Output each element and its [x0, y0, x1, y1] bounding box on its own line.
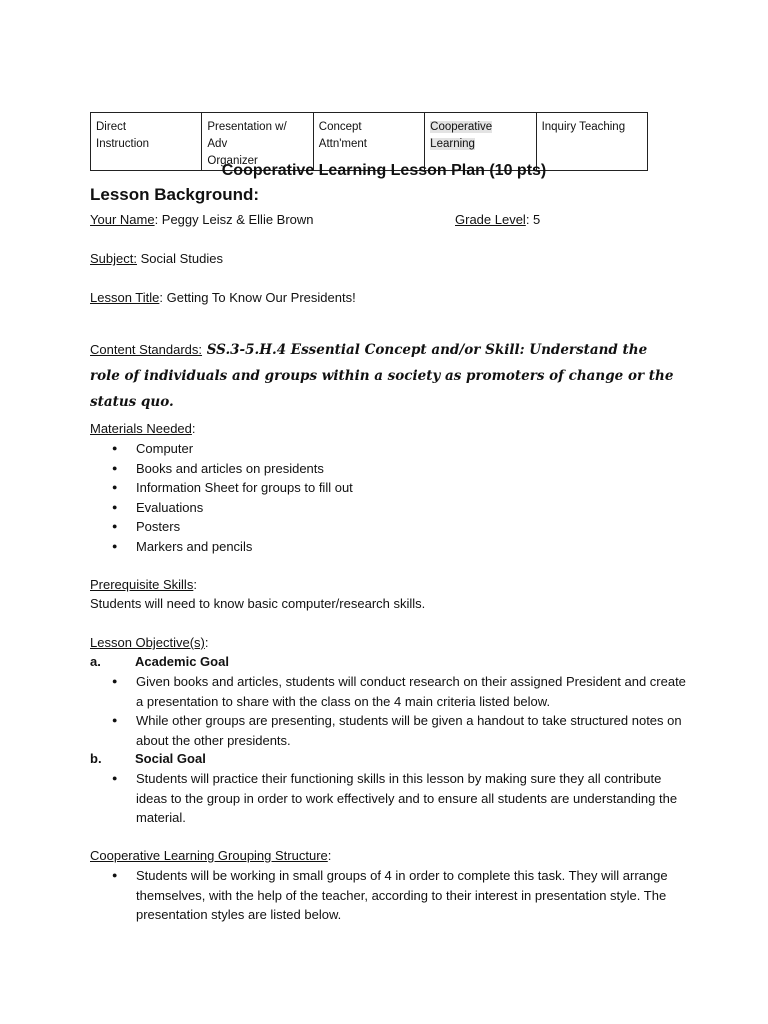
list-item: ● Evaluations	[0, 498, 686, 518]
list-item: ● Given books and articles, students will conduct research on their assigned President and create a presentation to share with the class on the 4 main criteria listed below.	[0, 672, 686, 711]
method-text: Direct	[96, 121, 127, 133]
method-text-highlighted: Learning	[430, 138, 475, 150]
subject-value: Social Studies	[136, 251, 223, 266]
materials-label: Materials Needed	[90, 421, 192, 436]
list-item: ● Students will practice their functioning skills in this lesson by making sure they all contribute ideas to the group in order to work effectively and to ensure all students are understanding the material.	[0, 769, 686, 828]
grade-value: : 5	[525, 212, 541, 227]
subject-line	[90, 250, 223, 268]
list-item: ● Information Sheet for groups to fill out	[0, 478, 686, 498]
method-text-highlighted: Cooperative	[430, 121, 493, 133]
academic-goal-list	[0, 672, 686, 750]
objectives-heading	[90, 634, 209, 652]
social-goal-heading	[90, 750, 206, 768]
social-goal-list	[0, 769, 686, 828]
content-standards	[90, 337, 680, 415]
prerequisite-colon: :	[193, 577, 197, 592]
prerequisite-text: Students will need to know basic computer/research skills.	[90, 596, 426, 611]
grade-label: Grade Level	[455, 212, 526, 227]
lesson-title-line	[90, 289, 356, 307]
grouping-label: Cooperative Learning Grouping Structure	[90, 848, 328, 863]
list-item: ● Posters	[0, 517, 686, 537]
standards-text: SS.3-5.H.4 Essential Concept and/or Skill: Understand the role of individuals and groups within a society as promoters of change or the status quo.	[90, 342, 674, 410]
social-goal-title: Social Goal	[135, 751, 206, 766]
name-label: Your Name	[90, 212, 155, 227]
materials-heading	[90, 420, 196, 438]
grouping-colon: :	[327, 848, 332, 863]
list-item: ● While other groups are presenting, students will be given a handout to take structured notes on about the other presidents.	[0, 711, 686, 750]
section-heading-background: Lesson Background:	[90, 185, 260, 204]
list-item: ● Computer	[0, 439, 686, 459]
social-goal-key: b.	[90, 751, 102, 766]
method-text: Concept	[318, 121, 362, 133]
grouping-heading	[90, 847, 331, 865]
materials-colon: :	[191, 421, 196, 436]
academic-goal-key: a.	[90, 654, 101, 669]
academic-goal-heading	[90, 653, 229, 671]
name-value: : Peggy Leisz & Ellie Brown	[154, 212, 314, 227]
list-item: ● Students will be working in small groups of 4 in order to complete this task. They will arrange themselves, with the help of the teacher, according to their interest in presentation style. The presentation styles are listed below.	[0, 866, 686, 925]
academic-goal-title: Academic Goal	[135, 654, 229, 669]
prerequisite-label: Prerequisite Skills	[90, 577, 194, 592]
list-item: ● Books and articles on presidents	[0, 459, 686, 479]
materials-list	[0, 439, 686, 556]
grade-line	[455, 211, 540, 229]
lesson-title-value: : Getting To Know Our Presidents!	[159, 290, 356, 305]
objectives-label: Lesson Objective(s)	[90, 635, 205, 650]
lesson-title-label: Lesson Title	[90, 290, 160, 305]
method-text: Instruction	[96, 138, 150, 150]
standards-label: Content Standards:	[90, 342, 203, 357]
method-text: Presentation w/ Adv	[207, 121, 287, 150]
grouping-list	[0, 866, 686, 925]
method-text: Organizer	[207, 155, 258, 167]
objectives-colon: :	[204, 635, 209, 650]
method-text: Inquiry Teaching	[541, 121, 626, 133]
page-title: Cooperative Learning Lesson Plan (10 pts)	[221, 162, 547, 179]
prerequisite-heading	[90, 576, 197, 594]
name-line	[90, 211, 314, 229]
list-item: ● Markers and pencils	[0, 537, 686, 557]
method-text: Attn'ment	[318, 138, 367, 150]
subject-label: Subject:	[90, 251, 137, 266]
